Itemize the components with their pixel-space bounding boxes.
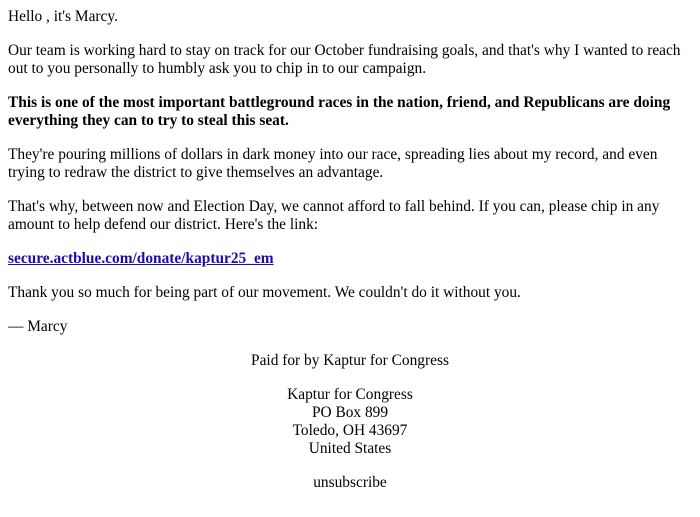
donate-link-paragraph bbox=[8, 250, 694, 268]
unsubscribe-paragraph bbox=[8, 474, 692, 492]
body-paragraph-1: Our team is working hard to stay on track for our October fundraising goals, and that's why I wanted to reach out to you personally to humbly ask you to chip in to our campaign. bbox=[8, 42, 681, 77]
address-city: Toledo, OH 43697 bbox=[292, 422, 408, 439]
mailing-address bbox=[8, 386, 692, 458]
address-org: Kaptur for Congress bbox=[287, 386, 413, 403]
greeting: Hello , it's Marcy. bbox=[8, 8, 118, 25]
paid-for-disclaimer: Paid for by Kaptur for Congress bbox=[251, 352, 449, 369]
unsubscribe-link[interactable]: unsubscribe bbox=[313, 474, 387, 491]
address-po-box: PO Box 899 bbox=[311, 404, 389, 421]
body-paragraph-3: That's why, between now and Election Day, we cannot afford to fall behind. If you can, please chip in any amount to help defend our district. Here's the link: bbox=[8, 198, 660, 233]
signoff: — Marcy bbox=[8, 318, 68, 335]
bold-paragraph: This is one of the most important battleground races in the nation, friend, and Republicans are doing everything they can to try to steal this seat. bbox=[8, 94, 671, 129]
body-paragraph-2: They're pouring millions of dollars in dark money into our race, spreading lies about my record, and even trying to redraw the district to give themselves an advantage. bbox=[8, 146, 658, 181]
address-country: United States bbox=[308, 440, 392, 457]
body-paragraph-4: Thank you so much for being part of our movement. We couldn't do it without you. bbox=[8, 284, 521, 301]
donate-link[interactable]: secure.actblue.com/donate/kaptur25_em bbox=[8, 250, 274, 267]
email-footer bbox=[8, 352, 692, 492]
